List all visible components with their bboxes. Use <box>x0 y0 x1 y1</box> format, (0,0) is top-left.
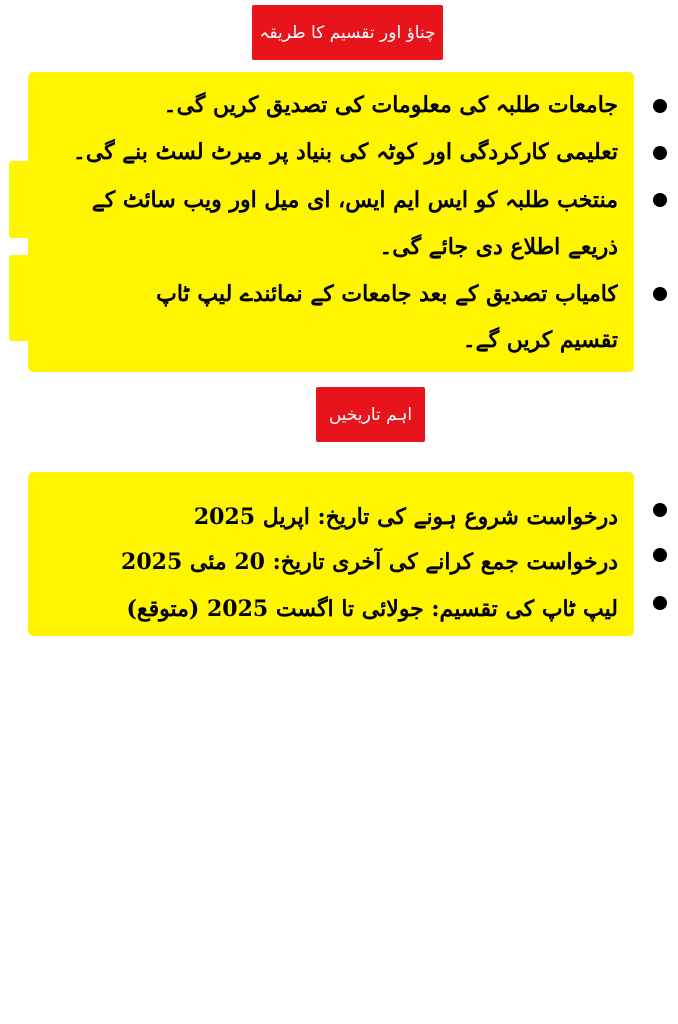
list-item-text: کامیاب تصدیق کے بعد جامعات کے نمائندے لیپ ٹاپ <box>156 281 618 307</box>
list-item-text: درخواست شروع ہونے کی تاریخ: اپریل 2025 <box>193 504 618 530</box>
list-item-text: لیپ ٹاپ کی تقسیم: جولائی تا اگست 2025 (متوقع) <box>126 596 618 622</box>
list-item-text: ذریعے اطلاع دی جائے گی۔ <box>379 234 618 260</box>
panel-edge-extension <box>9 161 33 238</box>
bullet-icon <box>653 503 667 517</box>
bullet-icon <box>653 99 667 113</box>
list-item-text: جامعات طلبہ کی معلومات کی تصدیق کریں گی۔ <box>163 92 618 118</box>
bullet-icon <box>653 146 667 160</box>
bullet-icon <box>653 548 667 562</box>
bullet-icon <box>653 596 667 610</box>
bullet-icon <box>653 193 667 207</box>
list-item-text: منتخب طلبہ کو ایس ایم ایس، ای میل اور ویب سائٹ کے <box>91 187 618 213</box>
list-item-text: درخواست جمع کرانے کی آخری تاریخ: 20 مئی 2025 <box>121 549 618 575</box>
bullet-icon <box>653 287 667 301</box>
section-title-dates: اہم تاریخیں <box>316 387 425 442</box>
section-title-selection: چناؤ اور تقسیم کا طریقہ <box>252 5 443 60</box>
panel-edge-extension <box>9 255 33 341</box>
list-item-text: تقسیم کریں گے۔ <box>462 327 618 353</box>
list-item-text: تعلیمی کارکردگی اور کوٹہ کی بنیاد پر میرٹ لسٹ بنے گی۔ <box>72 139 618 165</box>
